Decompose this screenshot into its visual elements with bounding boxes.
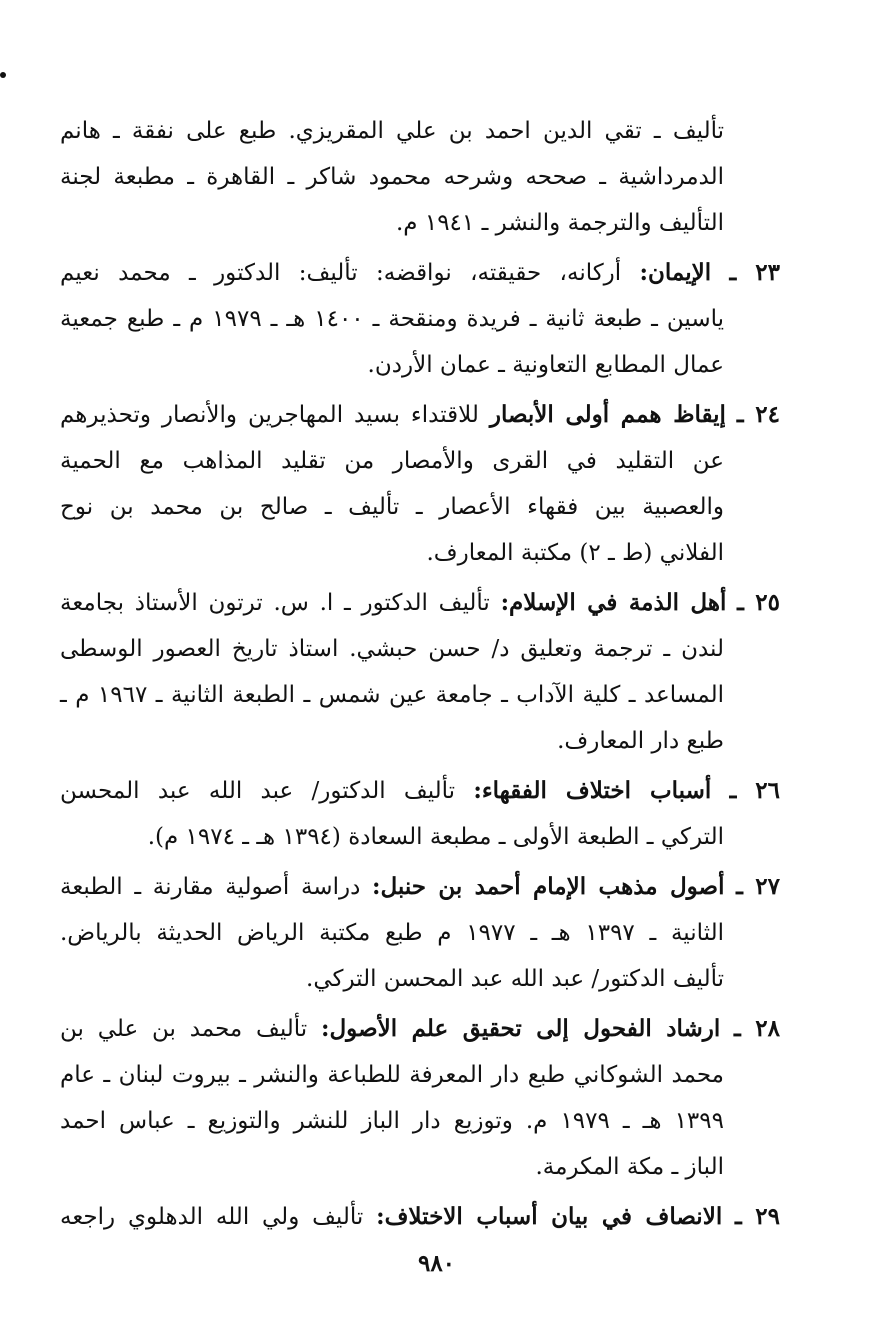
- entry-first-line: [60, 392, 780, 438]
- entry-number: ٢٧ ـ: [736, 873, 781, 900]
- entry-first-line: [60, 864, 780, 910]
- entry-text: تأليف الدكتور ـ ا. س. ترتون الأستاذ بجامعة: [60, 590, 501, 616]
- entry-title: أسباب اختلاف الفقهاء:: [473, 777, 712, 804]
- entry-first-line: [60, 580, 780, 626]
- entry-text: أركانه، حقيقته، نواقضه: تأليف: الدكتور ـ محمد نعيم: [60, 260, 640, 286]
- entry-first-line: [60, 768, 780, 814]
- bibliography-entry: [60, 250, 780, 388]
- entry-text: تأليف ولي الله الدهلوي راجعه: [60, 1204, 377, 1230]
- entry-number: ٢٩ ـ: [735, 1203, 780, 1230]
- entry-first-line: [60, 1006, 780, 1052]
- bibliography-entry: [60, 1194, 780, 1240]
- bibliography-entry: [60, 864, 780, 1002]
- entry-line: الفلاني (ط ـ ٢) مكتبة المعارف.: [426, 540, 724, 566]
- entry-line: تأليف الدكتور/ عبد الله عبد المحسن التركي.: [306, 966, 724, 992]
- entry-title: ارشاد الفحول إلى تحقيق علم الأصول:: [320, 1015, 721, 1042]
- entry-line: الباز ـ مكة المكرمة.: [535, 1154, 724, 1180]
- entry-line: ياسين ـ طبعة ثانية ـ فريدة ومنقحة ـ ١٤٠٠ هـ ـ ١٩٧٩ م ـ طبع جمعية: [60, 306, 724, 332]
- entry-title: الانصاف في بيان أسباب الاختلاف:: [376, 1203, 723, 1230]
- entry-first-line: [60, 1194, 780, 1240]
- entry-line: محمد الشوكاني طبع دار المعرفة للطباعة والنشر ـ بيروت لبنان ـ عام: [60, 1062, 724, 1088]
- entry-text: دراسة أصولية مقارنة ـ الطبعة: [60, 874, 372, 900]
- margin-speck: [0, 72, 6, 78]
- entry-title: أصول مذهب الإمام أحمد بن حنبل:: [372, 873, 725, 900]
- page-number: ٩٨٠: [417, 1250, 456, 1277]
- entry-text: للاقتداء بسيد المهاجرين والأنصار وتحذيرهم: [60, 402, 490, 428]
- entry-line: لندن ـ ترجمة وتعليق د/ حسن حبشي. استاذ تاريخ العصور الوسطى: [60, 636, 724, 662]
- entry-title: أهل الذمة في الإسلام:: [500, 589, 727, 616]
- entry-line: ١٣٩٩ هـ ـ ١٩٧٩ م. وتوزيع دار الباز للنشر والتوزيع ـ عباس احمد: [60, 1108, 724, 1134]
- bibliography-page: [60, 108, 780, 1244]
- bibliography-entry: [60, 768, 780, 860]
- entry-title: إيقاظ همم أولى الأبصار: [489, 401, 726, 428]
- entry-line: عن التقليد في القرى والأمصار من تقليد المذاهب مع الحمية: [60, 448, 724, 474]
- entry-title: الإيمان:: [639, 259, 712, 286]
- bibliography-entry: [60, 392, 780, 576]
- continuation-line: التأليف والترجمة والنشر ـ ١٩٤١ م.: [395, 210, 724, 236]
- entry-number: ٢٨ ـ: [734, 1015, 780, 1042]
- entry-line: والعصبية بين فقهاء الأعصار ـ تأليف ـ صالح بن محمد بن نوح: [60, 494, 724, 520]
- continuation-line: تأليف ـ تقي الدين احمد بن علي المقريزي. طبع على نفقة ـ هانم: [60, 118, 724, 144]
- continuation-line: الدمرداشية ـ صححه وشرحه محمود شاكر ـ القاهرة ـ مطبعة لجنة: [60, 164, 724, 190]
- entry-text: تأليف الدكتور/ عبد الله عبد المحسن: [60, 778, 474, 804]
- continuation-block: [60, 108, 780, 246]
- entry-number: ٢٣ ـ: [729, 259, 781, 286]
- entry-number: ٢٤ ـ: [736, 401, 780, 428]
- entry-line: عمال المطابع التعاونية ـ عمان الأردن.: [367, 352, 724, 378]
- entry-text: تأليف محمد بن علي بن: [60, 1016, 321, 1042]
- entry-line: التركي ـ الطبعة الأولى ـ مطبعة السعادة (١٣٩٤ هـ ـ ١٩٧٤ م).: [147, 824, 724, 850]
- entry-number: ٢٦ ـ: [729, 777, 781, 804]
- entry-line: المساعد ـ كلية الآداب ـ جامعة عين شمس ـ الطبعة الثانية ـ ١٩٦٧ م ـ: [60, 682, 724, 708]
- entry-number: ٢٥ ـ: [737, 589, 781, 616]
- entry-line: طبع دار المعارف.: [557, 728, 724, 754]
- entry-first-line: [60, 250, 780, 296]
- bibliography-entry: [60, 580, 780, 764]
- entry-line: الثانية ـ ١٣٩٧ هـ ـ ١٩٧٧ م طبع مكتبة الرياض الحديثة بالرياض.: [60, 920, 724, 946]
- bibliography-entry: [60, 1006, 780, 1190]
